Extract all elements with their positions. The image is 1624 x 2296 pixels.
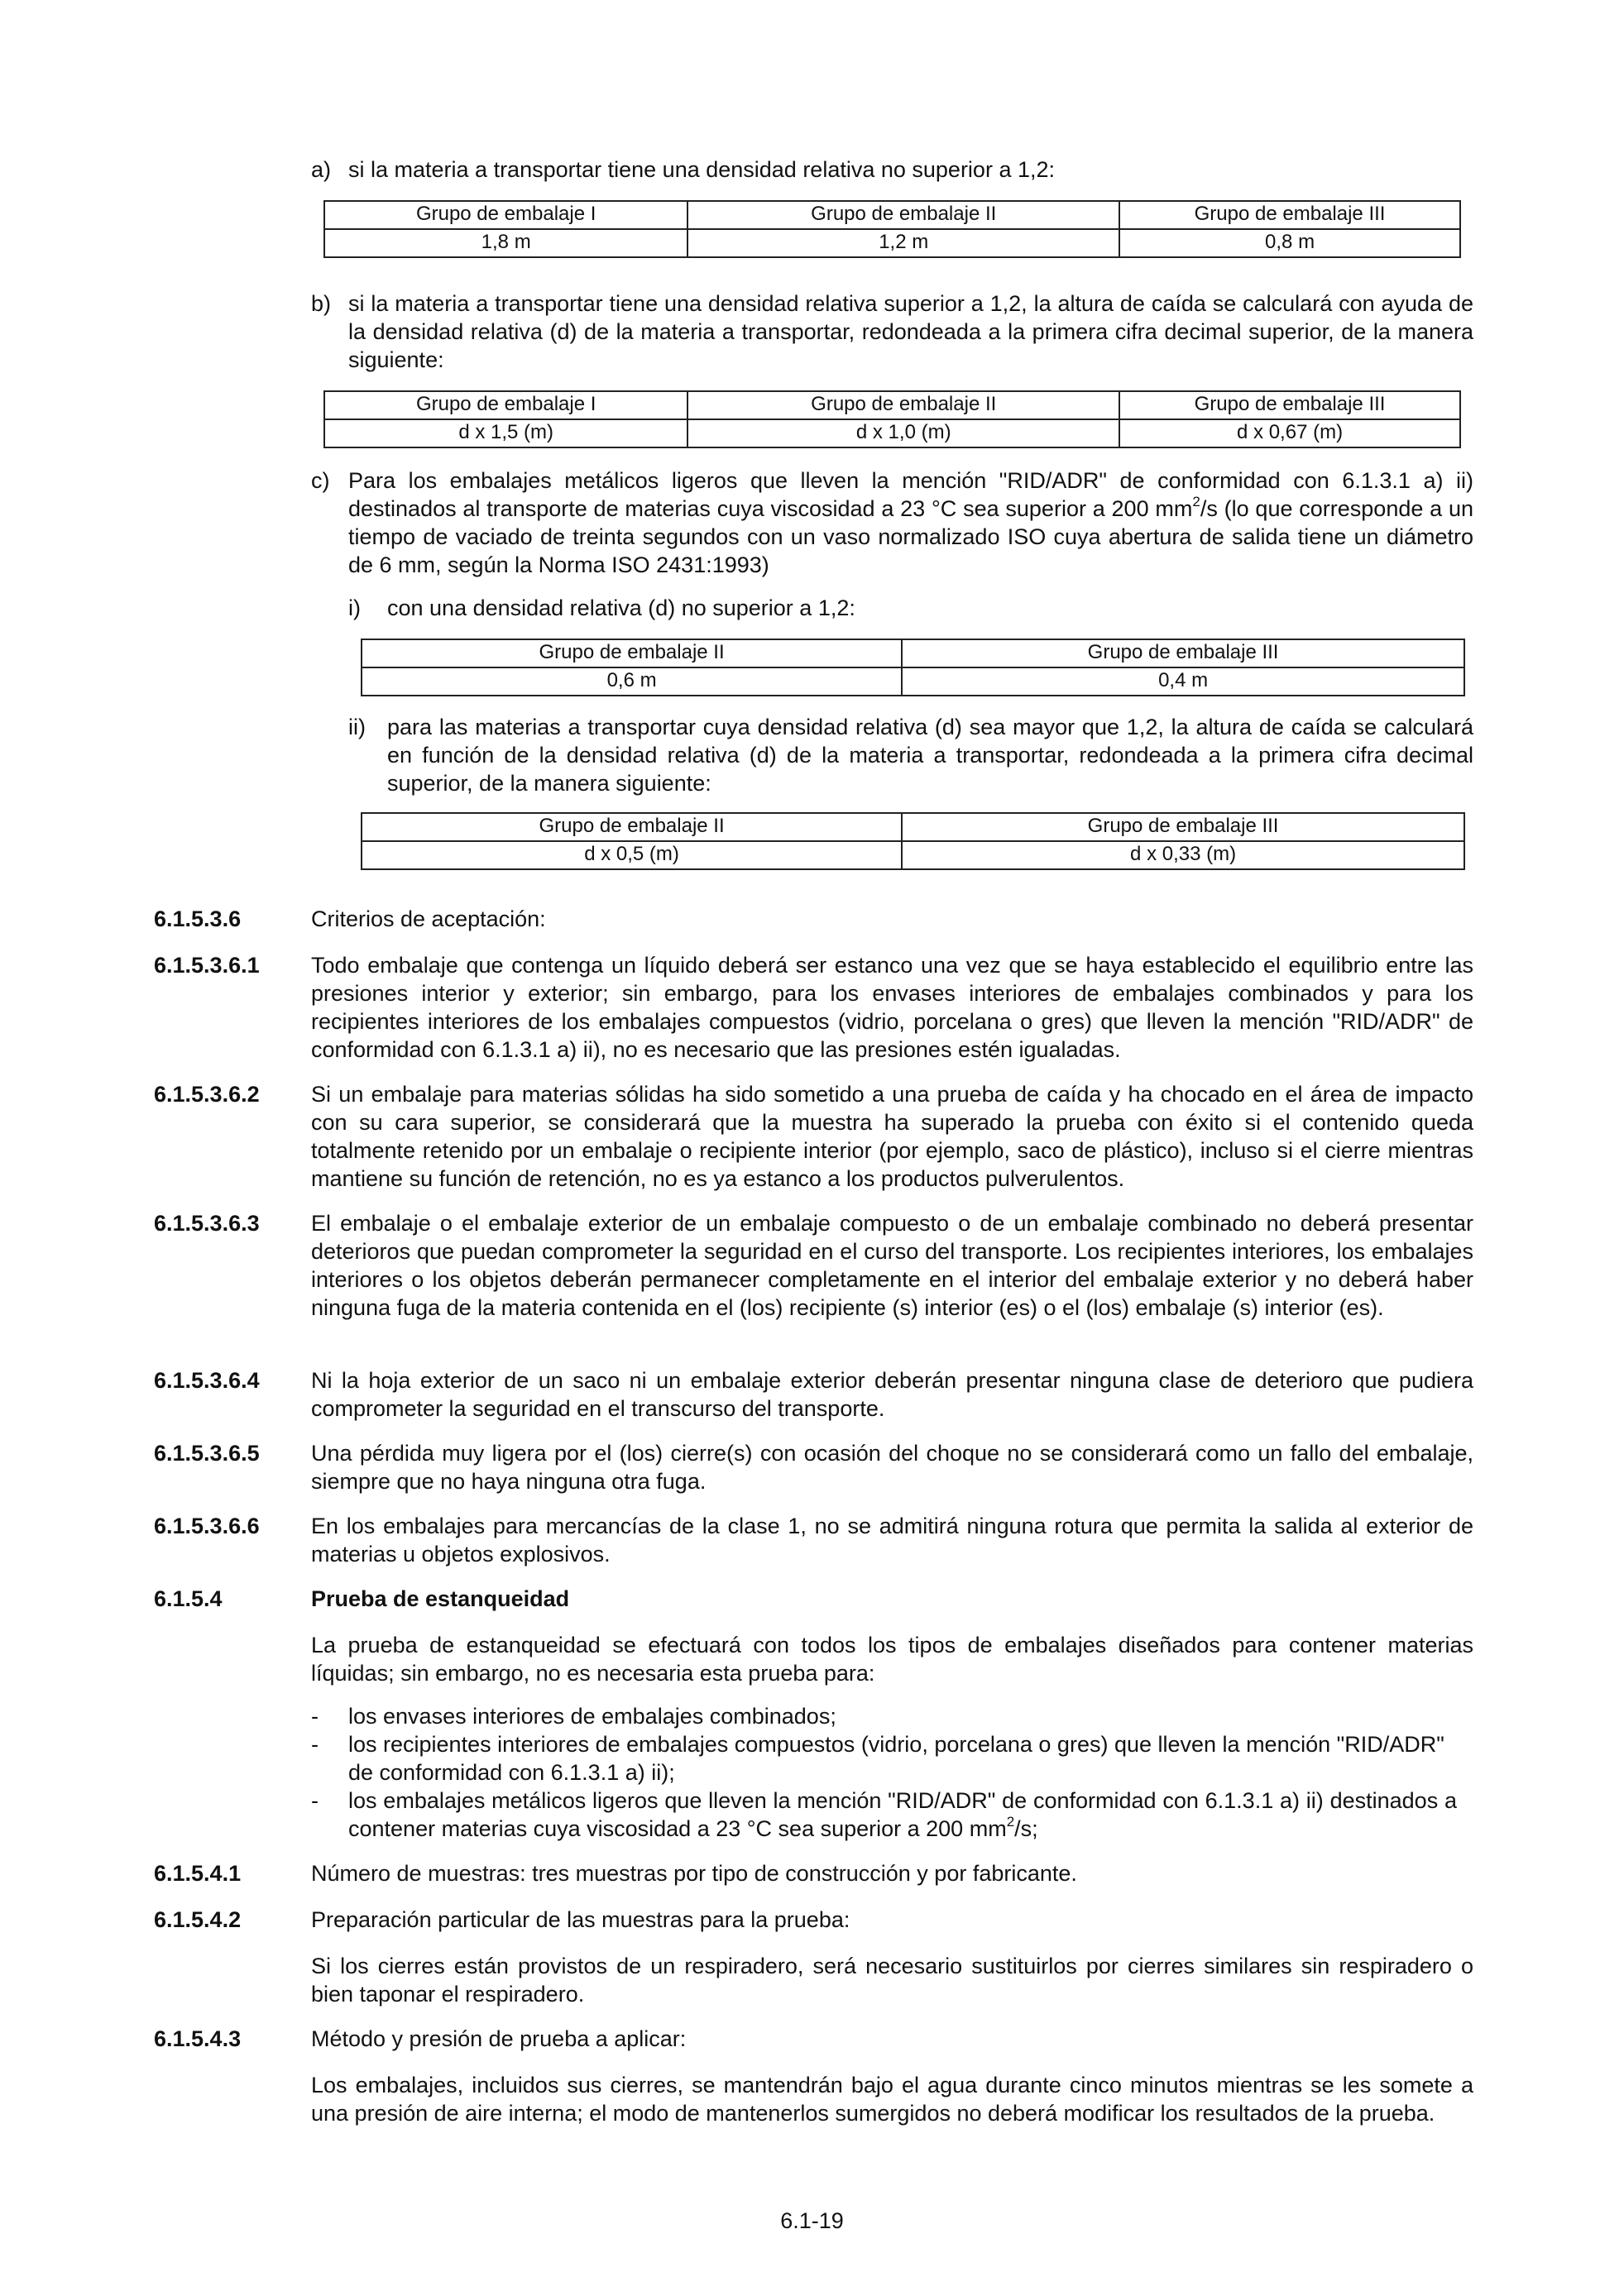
section-text: Criterios de aceptación: [311, 906, 546, 931]
section-text: Número de muestras: tres muestras por tipo de construcción y por fabricante. [311, 1861, 1077, 1886]
table-b-cell: d x 1,0 (m) [687, 419, 1119, 447]
section-paragraph: Los embalajes, incluidos sus cierres, se mantendrán bajo el agua durante cinco minutos mientras se les somete a una presión de aire interna; el modo de mantenerlos sumergidos no deberá modificar los resultados de la prueba. [311, 2073, 1473, 2126]
table-ci-header: Grupo de embalaje II [362, 639, 902, 667]
table-a-cell: 1,8 m [324, 229, 687, 257]
table-b-header: Grupo de embalaje II [687, 391, 1119, 419]
table-cii-cell: d x 0,5 (m) [362, 841, 902, 869]
section-number: 6.1.5.3.6.4 [154, 1368, 260, 1393]
section-number: 6.1.5.3.6.5 [154, 1441, 260, 1466]
item-c-text-1: Para los embalajes metálicos ligeros que lleven la mención "RID/ADR" de conformidad con 6.1.3.1 a) ii) destinados al transporte de materias cuya viscosidad a 23 °C sea superior a 200 mm [348, 468, 1473, 521]
section-text: Método y presión de prueba a aplicar: [311, 2026, 687, 2051]
table-cii [361, 812, 1465, 870]
table-cii-header: Grupo de embalaje III [902, 813, 1464, 841]
table-ci-cell: 0,4 m [902, 667, 1464, 696]
bullet-item-sup: 2 [1006, 1814, 1015, 1830]
item-ci-label: i) [348, 596, 361, 620]
item-a-text: si la materia a transportar tiene una densidad relativa no superior a 1,2: [348, 157, 1055, 182]
section-number: 6.1.5.4 [154, 1586, 223, 1611]
table-a-header: Grupo de embalaje I [324, 201, 687, 229]
section-text: Si un embalaje para materias sólidas ha sido sometido a una prueba de caída y ha chocado en el área de impacto con su cara superior, se considerará que la muestra ha superado la prueba con éxito si el contenido queda totalmente retenido por un embalaje o recipiente interior (por ejemplo, saco de plástico), incluso si el cierre mientras mantiene su función de retención, no es ya estanco a los productos pulverulentos. [311, 1082, 1473, 1191]
table-a [323, 200, 1461, 258]
item-b-label: b) [311, 291, 332, 316]
item-cii-text: para las materias a transportar cuya densidad relativa (d) sea mayor que 1,2, la altura de caída se calculará en función de la densidad relativa (d) de la materia a transportar, redondeada a la primera cifra decimal superior, de la manera siguiente: [387, 715, 1473, 796]
bullet-item: los envases interiores de embalajes combinados; [348, 1704, 836, 1729]
item-c-label: c) [311, 468, 330, 493]
item-c-sup: 2 [1192, 494, 1200, 509]
item-b-text: si la materia a transportar tiene una densidad relativa superior a 1,2, la altura de caída se calculará con ayuda de la densidad relativa (d) de la materia a transportar, redondeada a la primera cifra decimal superior, de la manera siguiente: [348, 291, 1473, 372]
section-number: 6.1.5.3.6.6 [154, 1514, 260, 1538]
table-b-cell: d x 1,5 (m) [324, 419, 687, 447]
section-intro: La prueba de estanqueidad se efectuará con todos los tipos de embalajes diseñados para contener materias líquidas; sin embargo, no es necesaria esta prueba para: [311, 1633, 1473, 1686]
bullet-marker: - [311, 1704, 319, 1729]
section-text: Preparación particular de las muestras para la prueba: [311, 1907, 850, 1932]
table-a-header: Grupo de embalaje III [1119, 201, 1460, 229]
section-number: 6.1.5.3.6.3 [154, 1211, 260, 1236]
section-number: 6.1.5.3.6 [154, 906, 242, 931]
table-a-cell: 0,8 m [1119, 229, 1460, 257]
table-a-header: Grupo de embalaje II [687, 201, 1119, 229]
section-number: 6.1.5.4.2 [154, 1907, 242, 1932]
item-c-text [348, 466, 1473, 579]
section-text: En los embalajes para mercancías de la clase 1, no se admitirá ninguna rotura que permita la salida al exterior de materias u objetos explosivos. [311, 1514, 1473, 1567]
table-cii-header: Grupo de embalaje II [362, 813, 902, 841]
section-title: Prueba de estanqueidad [311, 1586, 570, 1611]
table-ci-header: Grupo de embalaje III [902, 639, 1464, 667]
section-number: 6.1.5.4.3 [154, 2026, 242, 2051]
section-paragraph: Si los cierres están provistos de un respiradero, será necesario sustituirlos por cierres similares sin respiradero o bien taponar el respiradero. [311, 1954, 1473, 2007]
table-b [323, 390, 1461, 448]
table-ci-cell: 0,6 m [362, 667, 902, 696]
bullet-marker: - [311, 1732, 319, 1757]
item-c-text-2: /s (lo que corresponde a un tiempo de vaciado de treinta segundos con un vaso normalizado ISO cuya abertura de salida tiene un diámetro de 6 mm, según la Norma ISO 2431:1993) [348, 496, 1473, 577]
item-a-label: a) [311, 157, 332, 182]
section-text: Todo embalaje que contenga un líquido deberá ser estanco una vez que se haya establecido el equilibrio entre las presiones interior y exterior; sin embargo, para los envases interiores de embalajes combinados y para los recipientes interiores de los embalajes compuestos (vidrio, porcelana o gres) que lleven la mención "RID/ADR" de conformidad con 6.1.3.1 a) ii), no es necesario que las presiones estén igualadas. [311, 953, 1473, 1062]
bullet-item: los recipientes interiores de embalajes compuestos (vidrio, porcelana o gres) que lleven la mención "RID/ADR" de conformidad con 6.1.3.1 a) ii); [348, 1732, 1444, 1785]
table-ci [361, 639, 1465, 696]
bullet-item [348, 1787, 1457, 1843]
table-b-cell: d x 0,67 (m) [1119, 419, 1460, 447]
table-a-cell: 1,2 m [687, 229, 1119, 257]
bullet-item-text-1: los embalajes metálicos ligeros que lleven la mención "RID/ADR" de conformidad con 6.1.3.1 a) ii) destinados a contener materias cuya viscosidad a 23 °C sea superior a 200 mm [348, 1788, 1457, 1841]
section-number: 6.1.5.3.6.2 [154, 1082, 260, 1107]
section-text: Una pérdida muy ligera por el (los) cierre(s) con ocasión del choque no se considerará como un fallo del embalaje, siempre que no haya ninguna otra fuga. [311, 1441, 1473, 1494]
item-ci-text: con una densidad relativa (d) no superior a 1,2: [387, 596, 855, 620]
bullet-item-text-2: /s; [1014, 1816, 1038, 1841]
section-text: El embalaje o el embalaje exterior de un embalaje compuesto o de un embalaje combinado no deberá presentar deterioros que puedan comprometer la seguridad en el curso del transporte. Los recipientes interiores, los embalajes interiores o los objetos deberán permanecer completamente en el interior del embalaje exterior y no deberá haber ninguna fuga de la materia contenida en el (los) recipiente (s) interior (es) o el (los) embalaje (s) interior (es). [311, 1211, 1473, 1320]
item-cii-label: ii) [348, 715, 366, 739]
table-cii-cell: d x 0,33 (m) [902, 841, 1464, 869]
section-number: 6.1.5.3.6.1 [154, 953, 260, 978]
table-b-header: Grupo de embalaje I [324, 391, 687, 419]
table-b-header: Grupo de embalaje III [1119, 391, 1460, 419]
bullet-marker: - [311, 1788, 319, 1813]
section-text: Ni la hoja exterior de un saco ni un embalaje exterior deberán presentar ninguna clase de deterioro que pudiera comprometer la seguridad en el transcurso del transporte. [311, 1368, 1473, 1421]
section-number: 6.1.5.4.1 [154, 1861, 242, 1886]
page-number: 6.1-19 [780, 2208, 844, 2233]
